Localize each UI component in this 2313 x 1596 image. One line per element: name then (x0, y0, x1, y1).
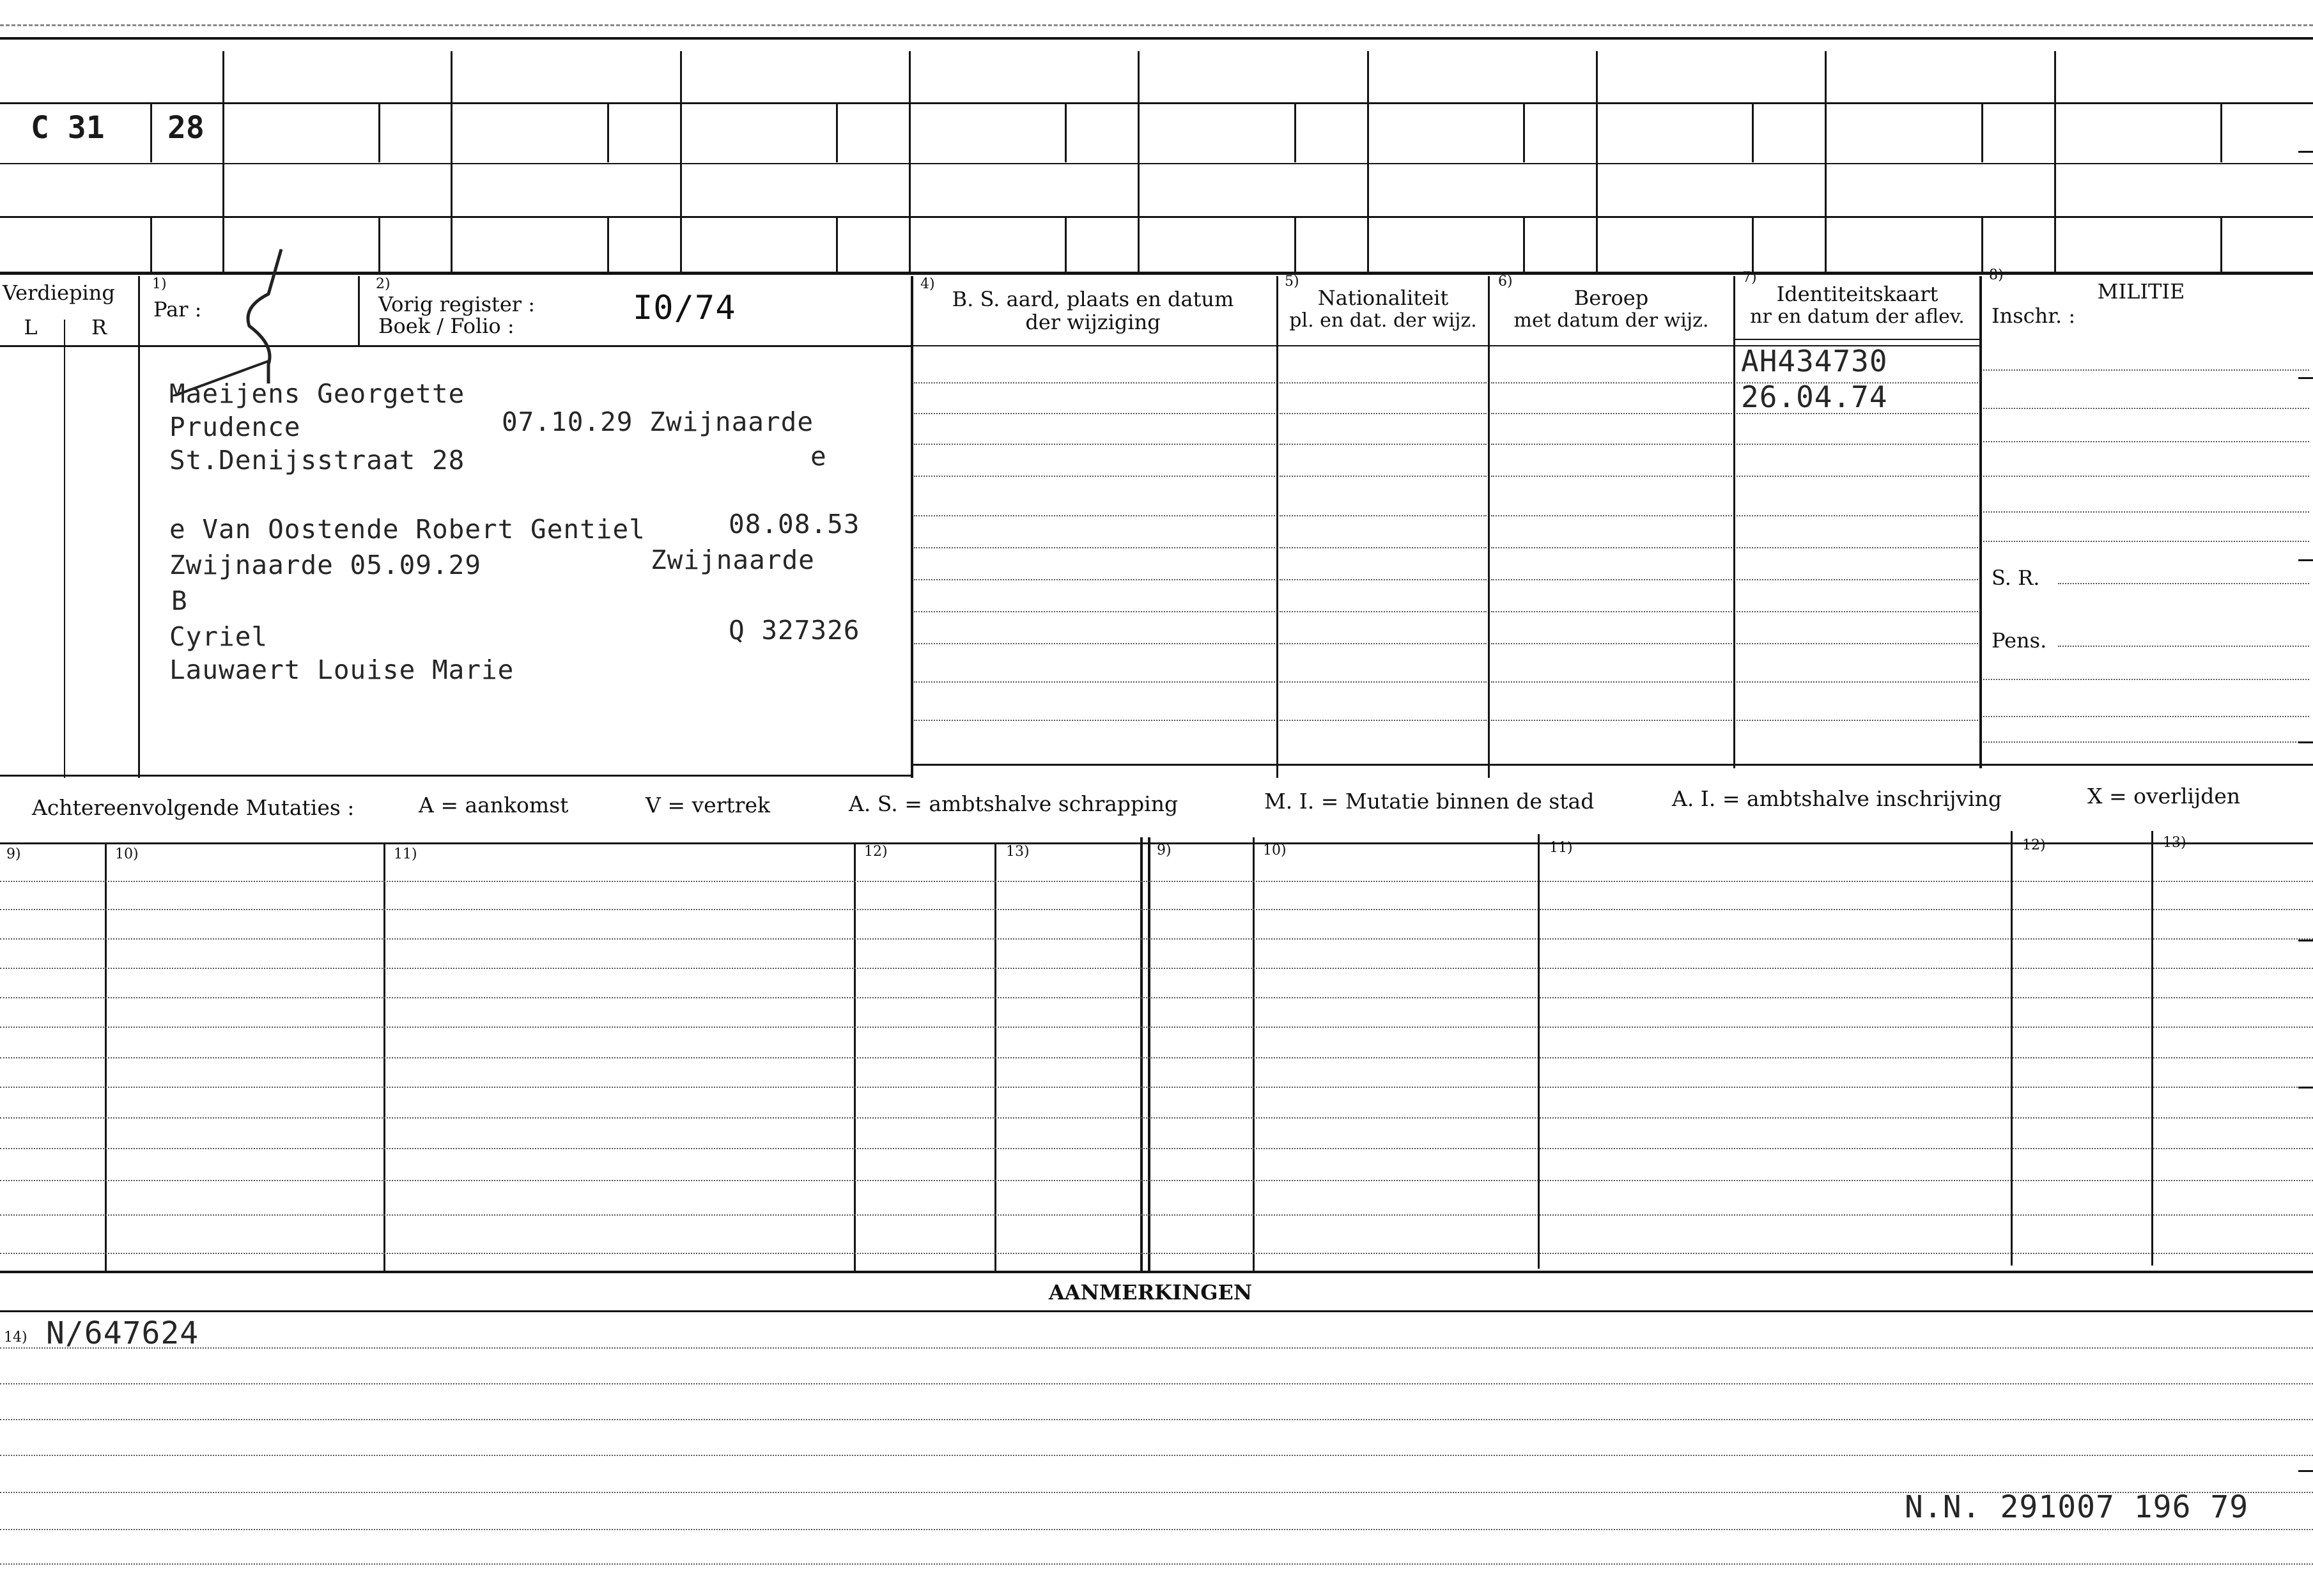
militie-sr-label: S. R. (1992, 566, 2040, 590)
mut-right-col12: 12) (2022, 837, 2046, 853)
id-header-line2: nr en datum der aflev. (1750, 306, 1965, 328)
mut-left-col12: 12) (864, 844, 888, 860)
spouse-birthplace: Zwijnaarde (651, 545, 815, 575)
mut-right-col13: 13) (2163, 835, 2186, 851)
legend-mutatie-stad: M. I. = Mutatie binnen de stad (1264, 789, 1595, 814)
legend-vertrek: V = vertrek (646, 793, 770, 817)
top-torn-edge (0, 24, 2313, 26)
mut-left-col13: 13) (1006, 844, 1030, 860)
national-number: N.N. 291007 196 79 (1905, 1489, 2249, 1525)
id-header-line1: Identiteitskaart (1776, 282, 1938, 306)
nat-header-line1: Nationaliteit (1317, 286, 1449, 310)
identity-card-number: AH434730 (1741, 344, 1888, 378)
reference-code: Q 327326 (729, 615, 860, 646)
remarks-title: AANMERKINGEN (1048, 1280, 1253, 1305)
militie-num: 8) (1989, 267, 2004, 283)
bs-header-line2: der wijziging (1025, 310, 1161, 334)
remarks-num: 14) (4, 1329, 27, 1345)
militie-header: MILITIE (2097, 279, 2185, 304)
identity-card-date: 26.04.74 (1741, 380, 1888, 414)
bs-num: 4) (920, 276, 935, 292)
person-address: St.Denijsstraat 28 (169, 445, 465, 476)
militie-pens-label: Pens. (1992, 628, 2047, 653)
verdieping-left: L (24, 315, 38, 339)
legend-overlijden: X = overlijden (2087, 784, 2241, 809)
person-mark-e: e (810, 441, 827, 472)
marriage-date: 08.08.53 (729, 509, 860, 539)
verdieping-header: Verdieping (3, 281, 115, 305)
bs-header-line1: B. S. aard, plaats en datum (952, 287, 1234, 311)
person-name: Maeijens Georgette (169, 378, 465, 409)
reference-section: C 31 (31, 110, 105, 146)
par-num: 1) (152, 276, 167, 292)
mut-right-col9: 9) (1157, 842, 1172, 858)
beroep-num: 6) (1498, 274, 1513, 290)
mother-name: Lauwaert Louise Marie (169, 655, 514, 685)
reference-number: 28 (167, 110, 205, 146)
mut-left-col9: 9) (6, 846, 21, 862)
vorig-num: 2) (376, 276, 391, 292)
mutations-title: Achtereenvolgende Mutaties : (32, 795, 355, 820)
par-label: Par : (153, 297, 202, 322)
id-num: 7) (1742, 270, 1757, 286)
legend-ambtshalve-inschrijving: A. I. = ambtshalve inschrijving (1672, 786, 2002, 811)
mut-left-col10: 10) (115, 846, 139, 862)
mut-right-col11: 11) (1549, 840, 1573, 856)
remarks-top-line (0, 1310, 2313, 1312)
vorig-register-value: I0/74 (633, 289, 736, 327)
person-b: B (171, 585, 188, 616)
nat-num: 5) (1285, 274, 1299, 290)
par-signature-mark (173, 243, 300, 396)
top-border (0, 37, 2313, 40)
spouse-birth: Zwijnaarde 05.09.29 (169, 550, 481, 580)
boek-folio-label: Boek / Folio : (378, 314, 514, 338)
person-birth: 07.10.29 Zwijnaarde (502, 407, 814, 437)
legend-aankomst: A = aankomst (419, 793, 569, 817)
verdieping-right: R (91, 315, 107, 339)
mut-right-col10: 10) (1263, 842, 1287, 858)
vorig-register-label: Vorig register : (378, 292, 536, 316)
father-name: Cyriel (169, 621, 268, 652)
remarks-entry: N/647624 (46, 1315, 199, 1351)
beroep-header-line1: Beroep (1574, 286, 1649, 310)
beroep-header-line2: met datum der wijz. (1513, 309, 1709, 332)
spouse-name: e Van Oostende Robert Gentiel (169, 514, 646, 545)
person-given-name: Prudence (169, 412, 301, 442)
nat-header-line2: pl. en dat. der wijz. (1289, 309, 1477, 332)
legend-ambtshalve-schrapping: A. S. = ambtshalve schrapping (849, 791, 1179, 816)
militie-inschr-label: Inschr. : (1992, 304, 2076, 328)
mut-left-col11: 11) (394, 846, 417, 862)
